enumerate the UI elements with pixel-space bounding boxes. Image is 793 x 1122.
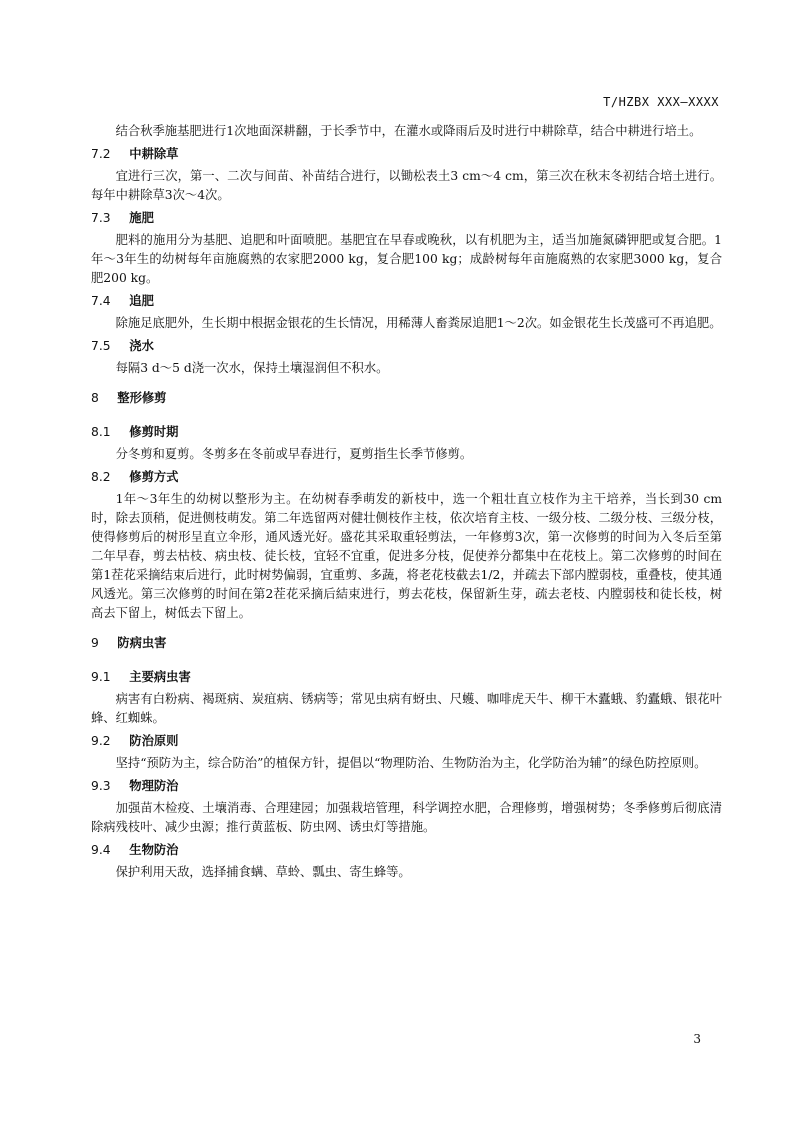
heading-number: 8.2 <box>91 470 111 484</box>
heading-number: 7.5 <box>91 339 111 353</box>
heading-title: 防病虫害 <box>117 636 167 650</box>
paragraph-7-5: 每隔3 d～5 d浇一次水，保持土壤湿润但不积水。 <box>115 361 389 375</box>
paragraph-7-4: 除施足底肥外，生长期中根据金银花的生长情况，用稀薄人畜粪尿追肥1～2次。如金银花生长茂盛可不再追肥。 <box>115 316 722 330</box>
paragraph-9-3: 加强苗木检疫、土壤消毒、合理建园；加强栽培管理，科学调控水肥，合理修剪，增强树势；冬季修剪后彻底清除病残枝叶、减少虫源；推行黄蓝板、防虫网、诱虫灯等措施。 <box>91 801 722 834</box>
paragraph-8-2: 1年～3年生的幼树以整形为主。在幼树春季萌发的新枝中，选一个粗壮直立枝作为主干培养，当长到30 cm时，除去顶稍，促进侧枝萌发。第二年选留两对健壮侧枝作主枝，依次培育主枝、一级分枝、二级分枝、三级分枝，使得修剪后的树形呈直立伞形，通风透光好。盛花其采取重轻剪法，一年修剪3次，第一次修剪的时间为入冬后至第二年早春，剪去枯枝、病虫枝、徒长枝，宜轻不宜重，促进多分枝，促使养分都集中在花枝上。第二次修剪的时间在第1茬花采摘结束后进行，此时树势偏弱，宜重剪、多蔬，将老花枝截去1/2，并疏去下部内膛弱枝，重叠枝，使其通风透光。第三次修剪的时间在第2茬花采摘后結束进行，剪去花枝，保留新生芽，疏去老枝、内膛弱枝和徒长枝，树高去下留上，树低去下留上。 <box>91 492 722 620</box>
heading-number: 7.4 <box>91 294 111 308</box>
heading-number: 8 <box>91 391 99 405</box>
standard-code: T/HZBX XXX—XXXX <box>603 95 719 109</box>
paragraph-8-1: 分冬剪和夏剪。冬剪多在冬前或早春进行，夏剪指生长季节修剪。 <box>115 447 473 461</box>
paragraph-9-4: 保护利用天敌，选择捕食螨、草蛉、瓢虫、寄生蜂等。 <box>115 865 411 879</box>
heading-7-2 <box>91 144 722 164</box>
heading-number: 9.4 <box>91 843 111 857</box>
paragraph-7-1-continued: 结合秋季施基肥进行1次地面深耕翻，于长季节中，在灌水或降雨后及时进行中耕除草，结合中耕进行培土。 <box>115 124 702 138</box>
heading-7-3 <box>91 208 722 228</box>
heading-8-2 <box>91 467 722 487</box>
paragraph-9-2: 坚持“预防为主，综合防治”的植保方针，提倡以“物理防治、生物防治为主，化学防治为辅”的绿色防控原则。 <box>115 756 707 770</box>
heading-title: 修剪方式 <box>129 470 179 484</box>
heading-9-1 <box>91 667 722 687</box>
heading-7-4 <box>91 291 722 311</box>
heading-number: 9.1 <box>91 670 111 684</box>
heading-title: 主要病虫害 <box>129 670 191 684</box>
heading-9-3 <box>91 776 722 796</box>
heading-title: 追肥 <box>129 294 154 308</box>
heading-title: 施肥 <box>129 211 154 225</box>
heading-9 <box>91 633 722 653</box>
heading-title: 物理防治 <box>129 779 179 793</box>
heading-title: 整形修剪 <box>117 391 167 405</box>
heading-title: 生物防治 <box>129 843 179 857</box>
heading-title: 中耕除草 <box>129 147 179 161</box>
heading-number: 9 <box>91 636 99 650</box>
heading-7-5 <box>91 336 722 356</box>
heading-number: 8.1 <box>91 425 111 439</box>
heading-number: 7.3 <box>91 211 111 225</box>
document-body <box>91 122 722 882</box>
paragraph-9-1: 病害有白粉病、褐斑病、炭疽病、锈病等；常见虫病有蚜虫、尺蠖、咖啡虎天牛、柳干木蠹蛾、豹蠹蛾、银花叶蜂、红蜘蛛。 <box>91 692 722 725</box>
heading-9-2 <box>91 731 722 751</box>
heading-8 <box>91 388 722 408</box>
heading-number: 9.2 <box>91 734 111 748</box>
paragraph-7-3: 肥料的施用分为基肥、追肥和叶面喷肥。基肥宜在早春或晚秋，以有机肥为主，适当加施氮磷钾肥或复合肥。1年～3年生的幼树每年亩施腐熟的农家肥2000 kg，复合肥100 kg；成龄树每年亩施腐熟的农家肥3000 kg，复合肥200 kg。 <box>91 233 722 285</box>
heading-title: 浇水 <box>129 339 154 353</box>
heading-number: 9.3 <box>91 779 111 793</box>
page-number: 3 <box>693 1032 701 1046</box>
paragraph-7-2: 宜进行三次，第一、二次与间苗、补苗结合进行，以锄松表土3 cm～4 cm，第三次在秋末冬初结合培土进行。每年中耕除草3次～4次。 <box>91 169 722 202</box>
heading-9-4 <box>91 840 722 860</box>
heading-title: 修剪时期 <box>129 425 179 439</box>
heading-8-1 <box>91 422 722 442</box>
heading-number: 7.2 <box>91 147 111 161</box>
heading-title: 防治原则 <box>129 734 179 748</box>
